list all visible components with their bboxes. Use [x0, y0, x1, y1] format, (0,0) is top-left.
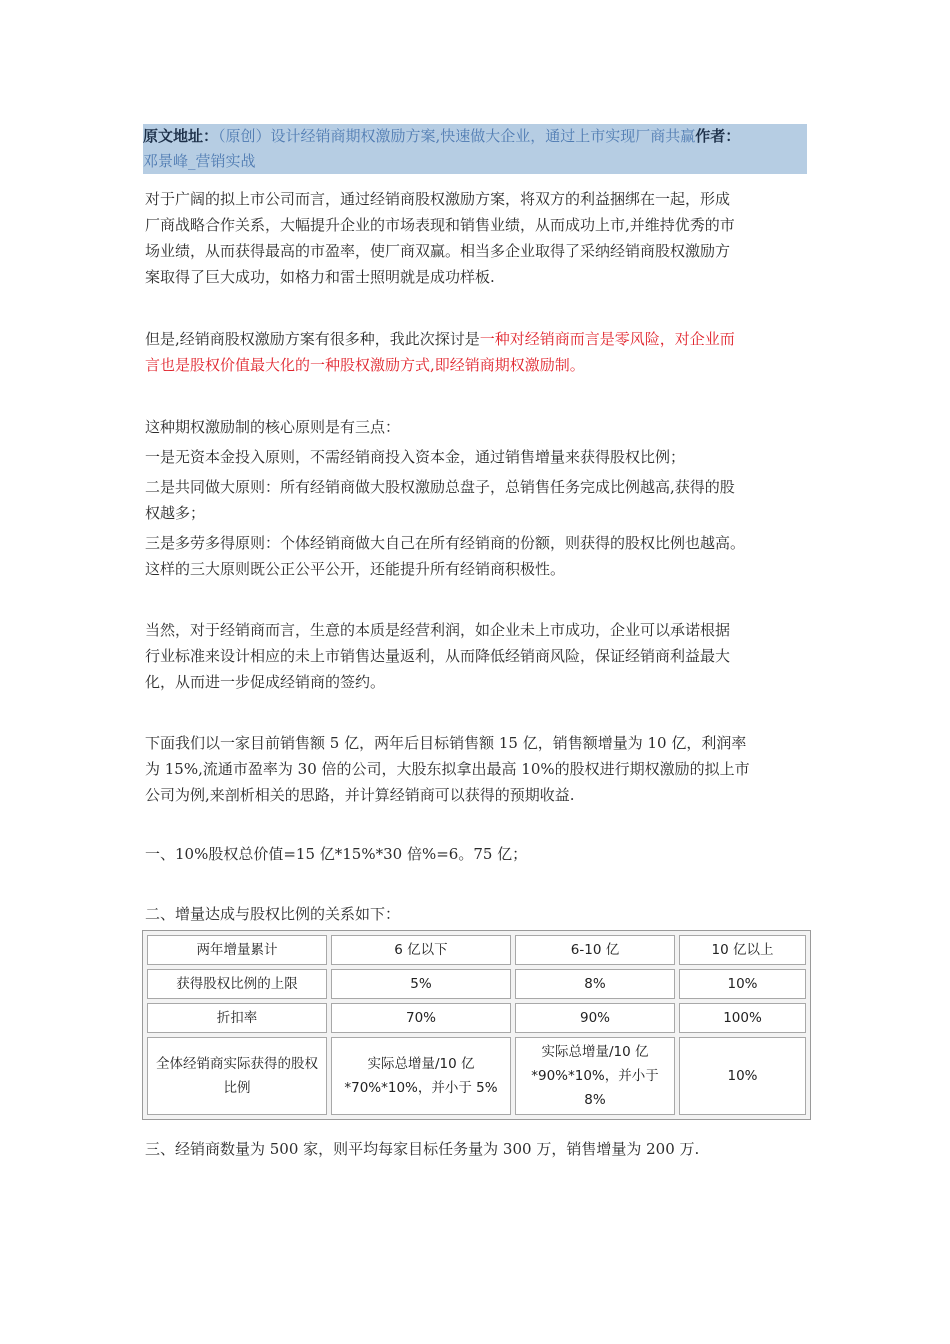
- source-header: [143, 124, 807, 174]
- table-cell: 折扣率: [147, 1003, 327, 1033]
- table-cell: 5%: [331, 969, 511, 999]
- para3-line: 一是无资本金投入原则，不需经销商投入资本金，通过销售增量来获得股权比例；: [145, 448, 686, 466]
- table-cell: 10%: [679, 1037, 806, 1115]
- table-row: [147, 1037, 806, 1115]
- table-row: [147, 935, 806, 965]
- table-cell: 实际总增量/10 亿*90%*10%，并小于 8%: [515, 1037, 675, 1115]
- para2-normal: 但是,经销商股权激励方案有很多种，我此次探讨是: [145, 330, 480, 348]
- para3-line: 三是多劳多得原则：个体经销商做大自己在所有经销商的份额，则获得的股权比例也越高。: [145, 534, 746, 552]
- para5-line: 为 15%,流通市盈率为 30 倍的公司，大股东拟拿出最高 10%的股权进行期权激励的拟上市: [145, 760, 750, 778]
- para1-line: 对于广阔的拟上市公司而言，通过经销商股权激励方案，将双方的利益捆绑在一起，形成: [145, 190, 731, 208]
- point-three: 三、经销商数量为 500 家，则平均每家目标任务量为 300 万，销售增量为 200 万.: [145, 1140, 700, 1158]
- para4-line: 行业标准来设计相应的未上市销售达量返利，从而降低经销商风险，保证经销商利益最大: [145, 647, 731, 665]
- para4-line: 化，从而进一步促成经销商的签约。: [145, 673, 386, 691]
- equity-ratio-table: [142, 930, 811, 1120]
- point-one: 一、10%股权总价值=15 亿*15%*30 倍%=6。75 亿；: [145, 845, 528, 863]
- table-cell: 6 亿以下: [331, 935, 511, 965]
- table-cell: 10 亿以上: [679, 935, 806, 965]
- author-label: 作者：: [695, 127, 741, 145]
- table-cell: 70%: [331, 1003, 511, 1033]
- table-cell: 90%: [515, 1003, 675, 1033]
- author-link[interactable]: 邓景峰_营销实战: [143, 152, 256, 170]
- table-cell: 全体经销商实际获得的股权比例: [147, 1037, 327, 1115]
- para1-line: 案取得了巨大成功，如格力和雷士照明就是成功样板.: [145, 268, 495, 286]
- table-row: [147, 1003, 806, 1033]
- para5-line: 下面我们以一家目前销售额 5 亿，两年后目标销售额 15 亿，销售额增量为 10 亿，利润率: [145, 734, 747, 752]
- table-cell: 实际总增量/10 亿*70%*10%，并小于 5%: [331, 1037, 511, 1115]
- source-link[interactable]: （原创）设计经销商期权激励方案,快速做大企业，通过上市实现厂商共赢: [218, 127, 696, 145]
- para5-line: 公司为例,来剖析相关的思路，并计算经销商可以获得的预期收益.: [145, 786, 575, 804]
- para2-red: 一种对经销商而言是零风险，对企业而: [479, 330, 735, 348]
- table-cell: 100%: [679, 1003, 806, 1033]
- para2-line2: 言也是股权价值最大化的一种股权激励方式,即经销商期权激励制。: [145, 356, 585, 374]
- table-cell: 两年增量累计: [147, 935, 327, 965]
- table-cell: 获得股权比例的上限: [147, 969, 327, 999]
- point-two: 二、增量达成与股权比例的关系如下：: [145, 905, 401, 923]
- table-cell: 10%: [679, 969, 806, 999]
- para3-line: 这种期权激励制的核心原则是有三点：: [145, 418, 401, 436]
- para1-line: 场业绩，从而获得最高的市盈率，使厂商双赢。相当多企业取得了采纳经销商股权激励方: [145, 242, 731, 260]
- para3-line: 权越多；: [145, 504, 206, 522]
- para2-line1: [145, 326, 809, 352]
- para1-line: 厂商战略合作关系，大幅提升企业的市场表现和销售业绩，从而成功上市,并维持优秀的市: [145, 216, 735, 234]
- table-cell: 8%: [515, 969, 675, 999]
- para4-line: 当然，对于经销商而言，生意的本质是经营利润，如企业未上市成功，企业可以承诺根据: [145, 621, 731, 639]
- para3-line: 二是共同做大原则：所有经销商做大股权激励总盘子，总销售任务完成比例越高,获得的股: [145, 478, 735, 496]
- table-cell: 6-10 亿: [515, 935, 675, 965]
- table-row: [147, 969, 806, 999]
- source-label: 原文地址：: [143, 127, 219, 145]
- para3-line: 这样的三大原则既公正公平公开，还能提升所有经销商积极性。: [145, 560, 566, 578]
